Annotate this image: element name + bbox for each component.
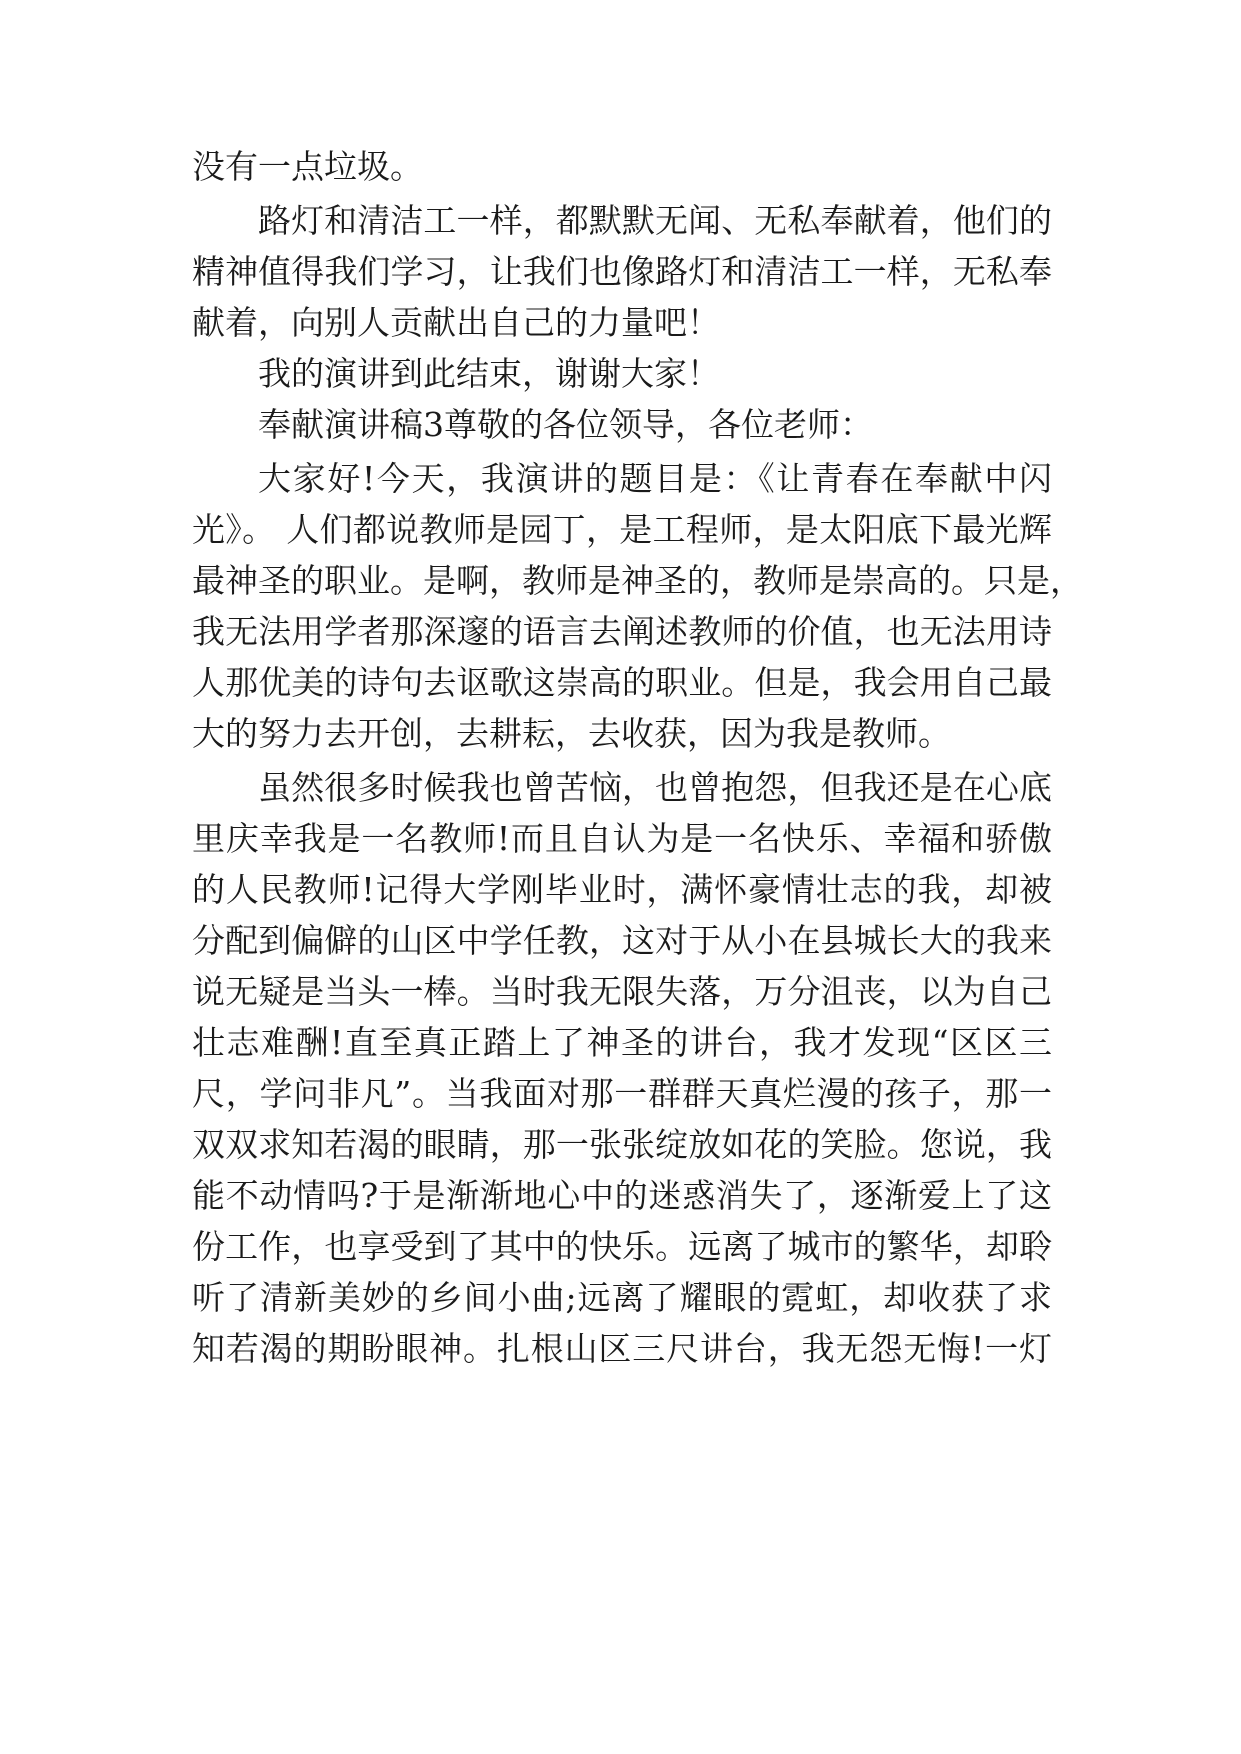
text-line: 分配到偏僻的山区中学任教，这对于从小在县城长大的我来	[192, 921, 1052, 960]
text-line: 我无法用学者那深邃的语言去阐述教师的价值，也无法用诗	[192, 612, 1052, 651]
text-line: 听了清新美妙的乡间小曲;远离了耀眼的霓虹，却收获了求	[192, 1278, 1052, 1317]
text-line: 尺，学问非凡”。当我面对那一群群天真烂漫的孩子，那一	[192, 1074, 1052, 1113]
paragraph-first-line: 路灯和清洁工一样，都默默无闻、无私奉献着，他们的	[258, 201, 1052, 240]
paragraph-first-line: 奉献演讲稿3尊敬的各位领导，各位老师：	[258, 405, 873, 444]
text-line: 大的努力去开创，去耕耘，去收获，因为我是教师。	[192, 714, 951, 753]
text-line: 献着，向别人贡献出自己的力量吧！	[192, 303, 720, 342]
text-line: 精神值得我们学习，让我们也像路灯和清洁工一样，无私奉	[192, 252, 1052, 291]
paragraph-first-line: 我的演讲到此结束，谢谢大家！	[258, 354, 720, 393]
text-line: 光》。 人们都说教师是园丁，是工程师，是太阳底下最光辉	[192, 510, 1052, 549]
text-line: 双双求知若渴的眼睛，那一张张绽放如花的笑脸。您说，我	[192, 1125, 1052, 1164]
text-line: 的人民教师!记得大学刚毕业时，满怀豪情壮志的我，却被	[192, 870, 1052, 909]
text-line: 能不动情吗?于是渐渐地心中的迷惑消失了，逐渐爱上了这	[192, 1176, 1052, 1215]
text-line: 最神圣的职业。是啊，教师是神圣的，教师是崇高的。只是，	[192, 561, 1083, 600]
text-line: 份工作，也享受到了其中的快乐。远离了城市的繁华，却聆	[192, 1227, 1052, 1266]
text-line: 人那优美的诗句去讴歌这崇高的职业。但是，我会用自己最	[192, 663, 1052, 702]
paragraph-first-line: 虽然很多时候我也曾苦恼，也曾抱怨，但我还是在心底	[258, 768, 1052, 807]
text-line: 壮志难酬!直至真正踏上了神圣的讲台，我才发现“区区三	[192, 1023, 1052, 1062]
text-line: 没有一点垃圾。	[192, 147, 423, 186]
text-line: 说无疑是当头一棒。当时我无限失落，万分沮丧，以为自己	[192, 972, 1052, 1011]
text-line: 里庆幸我是一名教师!而且自认为是一名快乐、幸福和骄傲	[192, 819, 1052, 858]
paragraph-first-line: 大家好!今天，我演讲的题目是：《让青春在奉献中闪	[258, 459, 1052, 498]
text-line: 知若渴的期盼眼神。扎根山区三尺讲台，我无怨无悔!一灯	[192, 1329, 1052, 1368]
